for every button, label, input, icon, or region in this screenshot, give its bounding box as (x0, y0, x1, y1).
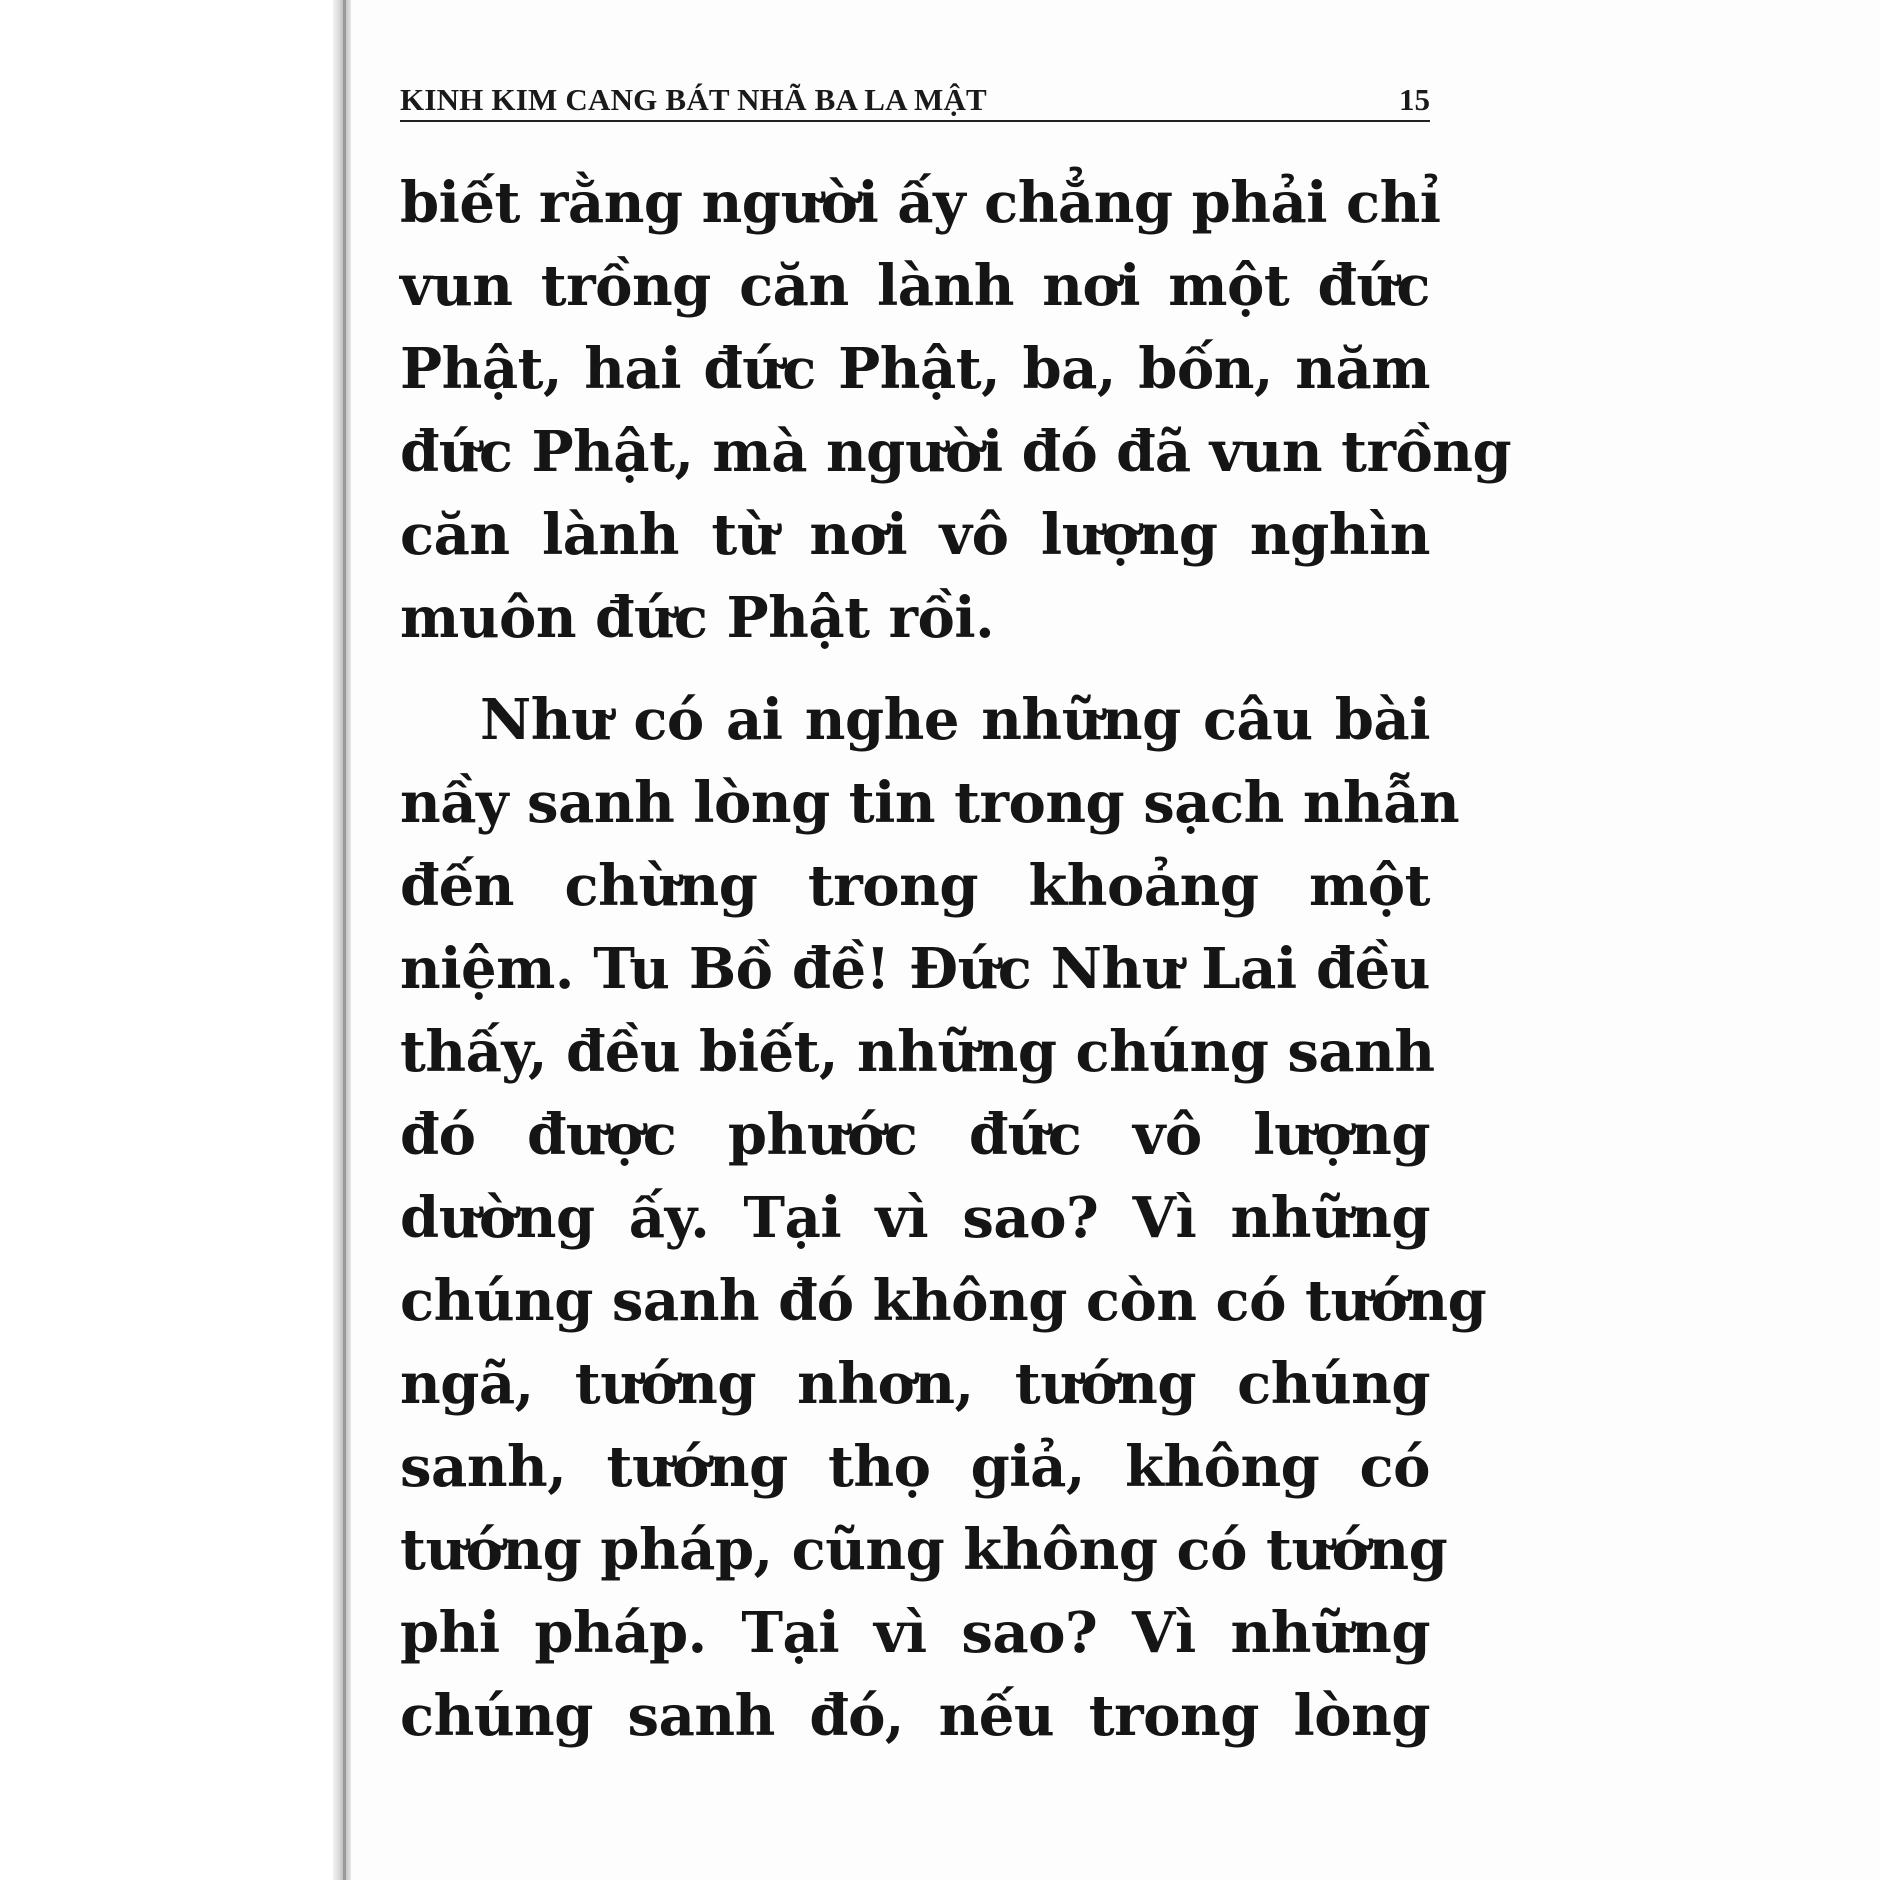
text-line: đức Phật, mà người đó đã vun trồng (400, 419, 1512, 485)
book-spine-edge (343, 0, 346, 1880)
text-line: Như có ai nghe những câu bài (480, 687, 1430, 753)
text-line: Phật, hai đức Phật, ba, bốn, năm (400, 336, 1430, 402)
running-head-title: KINH KIM CANG BÁT NHÃ BA LA MẬT (400, 82, 987, 117)
text-line: đó được phước đức vô lượng (400, 1102, 1430, 1168)
text-line: căn lành từ nơi vô lượng nghìn (400, 502, 1430, 568)
text-line: đến chừng trong khoảng một (400, 853, 1430, 919)
paragraph-1 (400, 162, 1512, 660)
text-line: thấy, đều biết, những chúng sanh (400, 1019, 1435, 1085)
paragraph-spacer (400, 660, 1430, 679)
text-line: vun trồng căn lành nơi một đức (400, 253, 1430, 319)
running-head (400, 78, 1430, 122)
text-line: ngã, tướng nhơn, tướng chúng (400, 1351, 1430, 1417)
text-line: dường ấy. Tại vì sao? Vì những (400, 1185, 1430, 1251)
paragraph-2 (400, 679, 1487, 1758)
text-line: phi pháp. Tại vì sao? Vì những (400, 1600, 1430, 1666)
text-line: muôn đức Phật rồi. (400, 585, 995, 651)
text-line: biết rằng người ấy chẳng phải chỉ (400, 170, 1441, 236)
text-line: tướng pháp, cũng không có tướng (400, 1517, 1448, 1583)
text-line: nầy sanh lòng tin trong sạch nhẫn (400, 770, 1460, 836)
book-spine-shadow (333, 0, 351, 1880)
body-text (400, 162, 1512, 1758)
text-line: niệm. Tu Bồ đề! Đức Như Lai đều (400, 936, 1430, 1002)
text-line: sanh, tướng thọ giả, không có (400, 1434, 1430, 1500)
text-line: chúng sanh đó không còn có tướng (400, 1268, 1487, 1334)
page-number: 15 (1399, 82, 1430, 117)
text-line: chúng sanh đó, nếu trong lòng (400, 1683, 1430, 1749)
